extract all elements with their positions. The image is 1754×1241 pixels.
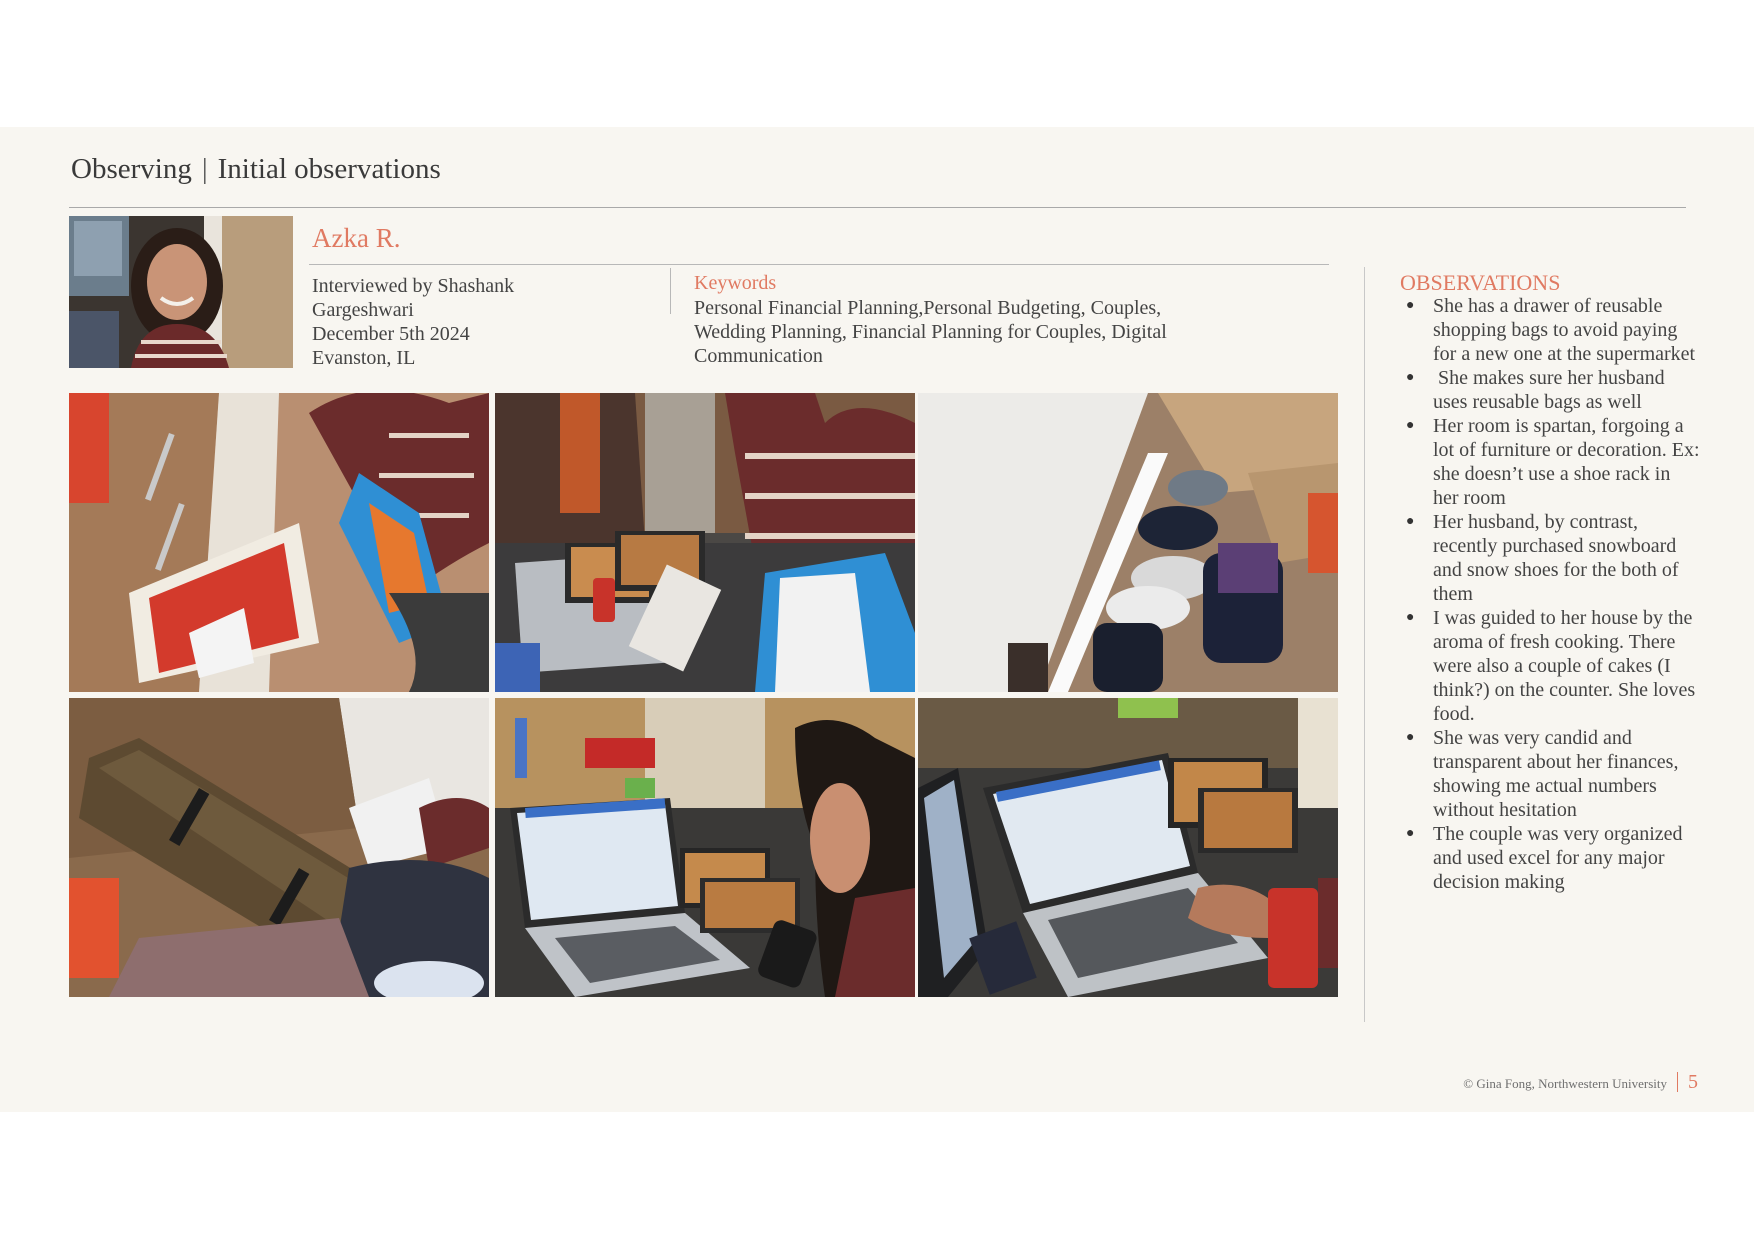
- photo-shoes-corner: [918, 393, 1338, 692]
- list-item: ● She has a drawer of reusable shopping bags to avoid paying for a new one at the supermarket: [1400, 294, 1700, 366]
- photo-laptop-spreadsheet: [495, 698, 915, 997]
- list-item: ● She makes sure her husband uses reusable bags as well: [1400, 366, 1700, 414]
- list-item: ● Her room is spartan, forgoing a lot of furniture or decoration. Ex: she doesn’t use a shoe rack in her room: [1400, 414, 1700, 510]
- observations-heading: OBSERVATIONS: [1400, 270, 1561, 295]
- title-subtitle: Initial observations: [217, 153, 441, 185]
- slide: [0, 127, 1754, 1112]
- photo-laptop-soda: [918, 698, 1338, 997]
- keywords-text: Personal Financial Planning,Personal Budgeting, Couples, Wedding Planning, Financial Planning for Couples, Digital Communication: [694, 297, 1167, 367]
- interview-location: Evanston, IL: [312, 347, 416, 369]
- name-divider: [309, 264, 1329, 265]
- interviewer-line-2: Gargeshwari: [312, 299, 414, 321]
- list-item: ● Her husband, by contrast, recently purchased snowboard and snow shoes for the both of them: [1400, 510, 1700, 606]
- copyright-credit: © Gina Fong, Northwestern University: [1463, 1076, 1667, 1091]
- photo-kitchen-counter: [495, 393, 915, 692]
- interview-date: December 5th 2024: [312, 323, 470, 345]
- interviewer-line-1: Interviewed by Shashank: [312, 275, 515, 297]
- portrait-photo: [69, 216, 293, 368]
- page-title: [71, 153, 441, 186]
- title-separator: |: [201, 153, 208, 185]
- photo-snowboard-bag: [69, 698, 489, 997]
- title-section: Observing: [71, 153, 192, 185]
- participant-name: Azka R.: [312, 223, 401, 253]
- list-item: ● The couple was very organized and used excel for any major decision making: [1400, 822, 1700, 894]
- photo-bag-drawer: [69, 393, 489, 692]
- footer: [1463, 1071, 1698, 1094]
- observations-list: [1400, 294, 1700, 894]
- page-number: 5: [1688, 1071, 1698, 1093]
- list-item: ● I was guided to her house by the aroma of fresh cooking. There were also a couple of cakes (I think?) on the counter. She loves food.: [1400, 606, 1700, 726]
- list-item: ● She was very candid and transparent about her finances, showing me actual numbers without hesitation: [1400, 726, 1700, 822]
- keywords-heading: Keywords: [694, 272, 777, 294]
- observations-divider: [1364, 267, 1365, 1022]
- interview-info: [312, 274, 652, 370]
- info-divider: [670, 268, 671, 314]
- footer-separator: [1677, 1072, 1678, 1092]
- title-divider: [69, 207, 1686, 208]
